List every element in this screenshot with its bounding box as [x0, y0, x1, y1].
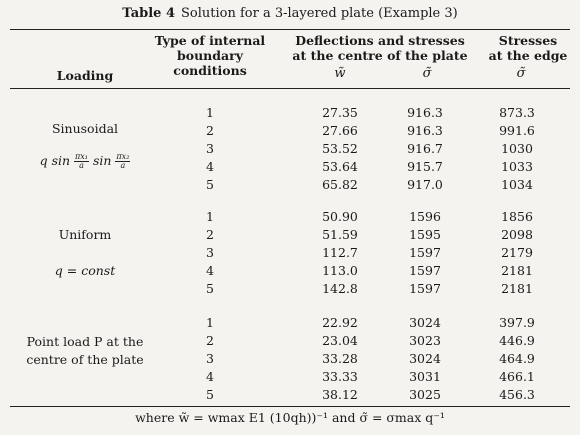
g1-r0-sigma: 1596	[409, 209, 441, 224]
g2-r2-w: 33.28	[322, 351, 358, 366]
g1-r4-edge: 2181	[501, 281, 533, 296]
g1-r3-type: 4	[206, 263, 214, 278]
bottom-rule	[10, 406, 570, 407]
g0-r3-edge: 1033	[501, 159, 533, 174]
g1-r2-w: 112.7	[322, 245, 358, 260]
g2-r0-type: 1	[206, 315, 214, 330]
header-deflections-line1: Deflections and stresses	[295, 33, 465, 48]
top-rule	[10, 29, 570, 30]
loading-point-line2: centre of the plate	[26, 352, 144, 367]
g1-r1-w: 51.59	[322, 227, 358, 242]
g0-r1-w: 27.66	[322, 123, 358, 138]
loading-point: Point load P at the	[26, 334, 144, 349]
g2-r0-edge: 397.9	[499, 315, 535, 330]
g2-r0-sigma: 3024	[409, 315, 441, 330]
g0-r2-w: 53.52	[322, 141, 358, 156]
g2-r3-edge: 466.1	[499, 369, 535, 384]
g2-r1-w: 23.04	[322, 333, 358, 348]
loading-sinusoidal-formula: q sin $\frac{\text{πx₁}}{a}$ sin $\frac{\text{πx₂}}{a}$	[39, 152, 130, 170]
g1-r1-sigma: 1595	[409, 227, 441, 242]
g0-r2-type: 3	[206, 141, 214, 156]
g2-r4-type: 5	[206, 387, 214, 402]
g0-r4-sigma: 917.0	[407, 177, 443, 192]
g1-r0-edge: 1856	[501, 209, 533, 224]
header-type-line3: conditions	[173, 63, 247, 78]
g1-r0-w: 50.90	[322, 209, 358, 224]
header-rule	[10, 88, 570, 89]
table-caption: Solution for a 3-layered plate (Example 3)	[181, 6, 458, 21]
g0-r4-w: 65.82	[322, 177, 358, 192]
header-deflections-line2: at the centre of the plate	[292, 48, 468, 63]
g2-r2-edge: 464.9	[499, 351, 535, 366]
header-loading: Loading	[56, 68, 114, 83]
g0-r4-edge: 1034	[501, 177, 533, 192]
g2-r4-w: 38.12	[322, 387, 358, 402]
g0-r4-type: 5	[206, 177, 214, 192]
g1-r3-sigma: 1597	[409, 263, 441, 278]
loading-uniform: Uniform	[58, 227, 112, 242]
g2-r1-edge: 446.9	[499, 333, 535, 348]
g0-r0-w: 27.35	[322, 105, 358, 120]
g1-r2-edge: 2179	[501, 245, 533, 260]
g1-r2-sigma: 1597	[409, 245, 441, 260]
loading-uniform-formula: q = const	[54, 263, 116, 278]
g0-r0-type: 1	[206, 105, 214, 120]
header-type-line1: Type of internal	[154, 33, 266, 48]
table-title	[0, 6, 580, 21]
g2-r1-sigma: 3023	[409, 333, 441, 348]
g0-r2-edge: 1030	[501, 141, 533, 156]
header-sigma-symbol: σ̃	[422, 66, 432, 81]
g2-r4-sigma: 3025	[409, 387, 441, 402]
g0-r0-sigma: 916.3	[407, 105, 443, 120]
header-sigma-edge-symbol: σ̃	[516, 66, 526, 81]
g2-r2-sigma: 3024	[409, 351, 441, 366]
g0-r1-edge: 991.6	[499, 123, 535, 138]
header-deflections	[282, 33, 478, 63]
g2-r1-type: 2	[206, 333, 214, 348]
header-type	[140, 33, 280, 78]
g2-r4-edge: 456.3	[499, 387, 535, 402]
g1-r4-type: 5	[206, 281, 214, 296]
g1-r2-type: 3	[206, 245, 214, 260]
g1-r1-edge: 2098	[501, 227, 533, 242]
g0-r1-sigma: 916.3	[407, 123, 443, 138]
table-label: Table 4	[122, 6, 175, 21]
g0-r1-type: 2	[206, 123, 214, 138]
g0-r3-w: 53.64	[322, 159, 358, 174]
loading-sinusoidal: Sinusoidal	[51, 121, 119, 136]
g2-r3-w: 33.33	[322, 369, 358, 384]
g0-r0-edge: 873.3	[499, 105, 535, 120]
header-type-line2: boundary	[177, 48, 243, 63]
g1-r4-w: 142.8	[322, 281, 358, 296]
g1-r1-type: 2	[206, 227, 214, 242]
g2-r0-w: 22.92	[322, 315, 358, 330]
header-stresses	[478, 33, 578, 63]
header-stresses-line1: Stresses	[498, 33, 558, 48]
g0-r3-sigma: 915.7	[407, 159, 443, 174]
g1-r3-edge: 2181	[501, 263, 533, 278]
g1-r3-w: 113.0	[322, 263, 358, 278]
g2-r3-sigma: 3031	[409, 369, 441, 384]
g0-r2-sigma: 916.7	[407, 141, 443, 156]
g1-r0-type: 1	[206, 209, 214, 224]
g0-r3-type: 4	[206, 159, 214, 174]
header-stresses-line2: at the edge	[488, 48, 568, 63]
g1-r4-sigma: 1597	[409, 281, 441, 296]
g2-r2-type: 3	[206, 351, 214, 366]
header-w-symbol: w̃	[334, 66, 346, 81]
table-footnote: where w̃ = wmax E1 (10qh))⁻¹ and σ̃ = σmax q⁻¹	[135, 410, 445, 425]
g2-r3-type: 4	[206, 369, 214, 384]
